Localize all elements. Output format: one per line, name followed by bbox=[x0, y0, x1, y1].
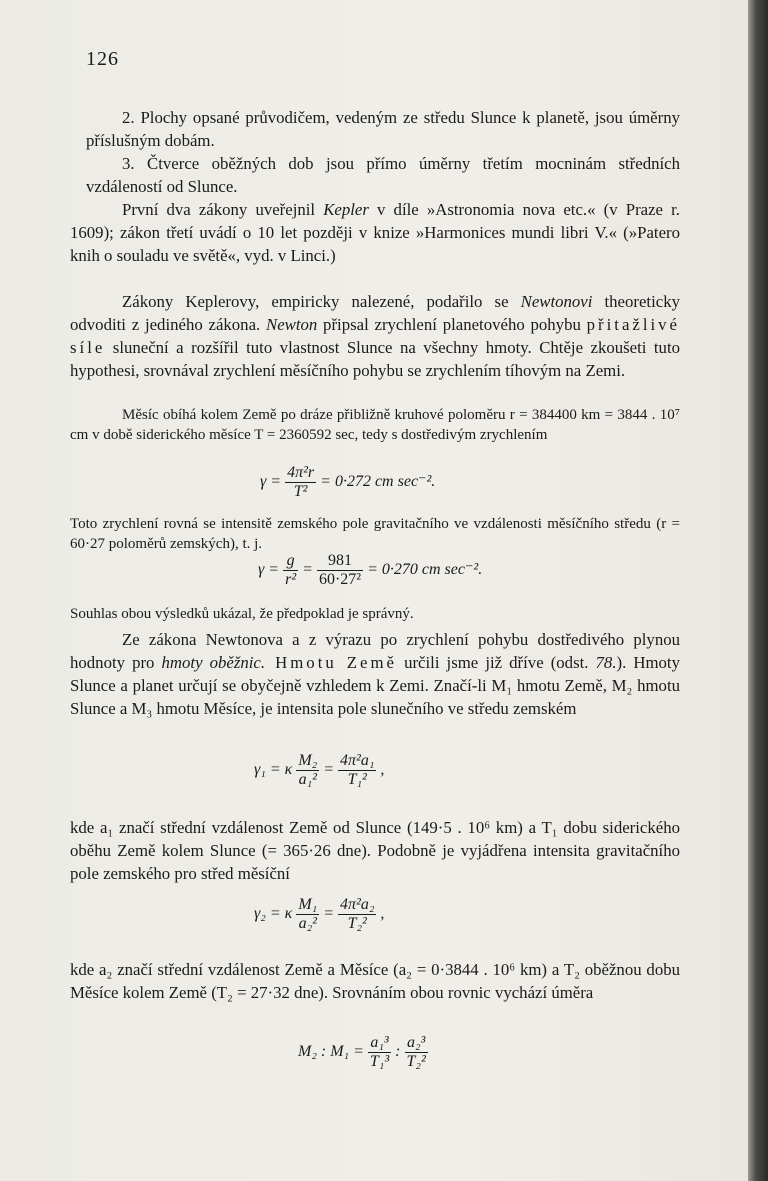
eq2-den2: 60·27² bbox=[318, 571, 362, 588]
equation-5 bbox=[298, 1034, 428, 1071]
eq4-fraction-1 bbox=[296, 896, 319, 933]
eq4-den2: T₂² bbox=[347, 915, 367, 932]
eq2-rhs: = 0·270 cm sec⁻². bbox=[367, 561, 483, 579]
eq5-num1: a₁³ bbox=[368, 1034, 391, 1053]
law-item-2: 2. Plochy opsané průvodičem, vedeným ze středu Slunce k planetě, jsou úměrny příslušným dobám. bbox=[86, 108, 680, 150]
kepler-text-b: v díle »Astronomia nova etc.« (v Praze r. 1609); zákon třetí uvádí o 10 let později v knize »Harmonices mundi libri V.« (»Patero knih o souladu ve světě«, vyd. v Linci.) bbox=[70, 200, 680, 265]
eq3-den1: a₁² bbox=[298, 771, 317, 788]
eq4-lhs: γ₂ = κ bbox=[254, 905, 293, 923]
eq4-eq: = bbox=[323, 905, 335, 923]
page-edge-shadow bbox=[748, 0, 768, 1181]
eq3-fraction-2 bbox=[338, 752, 376, 789]
newton-text-c: připsal zrychlení planetového pohybu bbox=[317, 315, 587, 334]
newton-text-a: Zákony Keplerovy, empiricky nalezené, podařilo se bbox=[122, 292, 521, 311]
mass-italic-1: hmoty oběžnic. bbox=[161, 653, 266, 672]
eq1-rhs: = 0·272 cm sec⁻². bbox=[320, 473, 436, 491]
mass-text-a: Ze zákona Newtonova a z výrazu po zrychlení pohybu dostředivého plynou hodnoty pro bbox=[70, 630, 680, 672]
newton-name-2: Newton bbox=[266, 315, 318, 334]
eq2-fraction-2 bbox=[317, 552, 363, 589]
mass-spaced: Hmotu Země bbox=[265, 653, 398, 672]
eq2-eq: = bbox=[302, 561, 313, 579]
eq5-fraction-1 bbox=[368, 1034, 391, 1071]
eq4-fraction-2 bbox=[338, 896, 376, 933]
mass-text-b: určili jsme již dříve (odst. bbox=[397, 653, 596, 672]
equation-4 bbox=[254, 896, 384, 933]
eq3-eq: = bbox=[323, 761, 335, 779]
newton-name-1: Newtonovi bbox=[520, 292, 593, 311]
eq4-num2: 4π²a₂ bbox=[340, 896, 375, 913]
eq4-den1: a₂² bbox=[298, 915, 317, 932]
eq3-fraction-1 bbox=[296, 752, 319, 789]
page-number: 126 bbox=[86, 48, 119, 70]
small-text-field: Toto zrychlení rovná se intensitě zemského pole gravitačního ve vzdálenosti měsíčního středu (r = 60·27 poloměrů zemských), t. j. bbox=[70, 516, 680, 552]
eq5-fraction-2 bbox=[405, 1034, 428, 1071]
paragraph-a1: kde a₁ značí střední vzdálenost Země od Slunce (149·5 . 10⁶ km) a T₁ dobu siderického oběhu Země kolem Slunce (= 365·26 dne). Podobně je vyjádřena intensita gravitačního pole zemského pro střed měsíční bbox=[70, 818, 680, 883]
eq3-rhs: , bbox=[380, 761, 385, 779]
eq2-num2: 981 bbox=[317, 552, 363, 571]
eq2-den1: r² bbox=[285, 571, 297, 588]
eq3-den2: T₁² bbox=[347, 771, 367, 788]
eq3-num2: 4π²a₁ bbox=[340, 752, 375, 769]
eq2-fraction-1 bbox=[283, 552, 298, 589]
equation-1 bbox=[260, 464, 435, 501]
newton-text-b: theoreticky odvoditi z jediného zákona. bbox=[70, 292, 680, 334]
eq5-den2: T₂² bbox=[406, 1053, 426, 1070]
eq1-num: 4π²r bbox=[287, 464, 315, 481]
eq4-rhs: , bbox=[380, 905, 385, 923]
equation-2 bbox=[258, 552, 482, 589]
equation-3 bbox=[254, 752, 384, 789]
eq1-den: T² bbox=[293, 483, 308, 500]
paragraph-a2: kde a₂ značí střední vzdálenost Země a Měsíce (a₂ = 0·3844 . 10⁶ km) a T₂ oběžnou dobu Měsíce kolem Země (T₂ = 27·32 dne). Srovnáním obou rovnic vychází úměra bbox=[70, 960, 680, 1002]
eq1-fraction bbox=[285, 464, 316, 501]
paragraph-newton bbox=[70, 290, 680, 382]
small-text-moon: Měsíc obíhá kolem Země po dráze přibližně kruhové poloměru r = 384400 km = 3844 . 10⁷ cm v době siderického měsíce T = 2360592 sec, tedy s dostředivým zrychlením bbox=[70, 407, 680, 443]
eq3-num1: M₂ bbox=[298, 752, 318, 769]
paragraph-masses bbox=[70, 628, 680, 720]
eq5-colon: : bbox=[395, 1043, 401, 1061]
eq5-num2: a₂³ bbox=[405, 1034, 428, 1053]
kepler-name: Kepler bbox=[323, 200, 369, 219]
eq2-lhs: γ = bbox=[258, 561, 280, 579]
eq5-den1: T₁³ bbox=[369, 1053, 390, 1070]
mass-text-c: ). Hmoty Slunce a planet určují se obyčejně vzhledem k Zemi. Značí-li M₁ hmotu Země, M₂ hmotu Slunce a M₃ hmotu Měsíce, je intensita pole slunečního ve středu zemském bbox=[70, 653, 680, 718]
mass-italic-2: 78. bbox=[595, 653, 617, 672]
eq5-lhs: M₂ : M₁ = bbox=[298, 1043, 364, 1061]
eq4-num1: M₁ bbox=[298, 896, 318, 913]
law-item-3: 3. Čtverce oběžných dob jsou přímo úměrny třetím mocninám středních vzdáleností od Slunce. bbox=[86, 154, 680, 196]
eq2-num1: g bbox=[283, 552, 298, 571]
eq1-lhs: γ = bbox=[260, 473, 282, 491]
small-text-agreement: Souhlas obou výsledků ukázal, že předpoklad je správný. bbox=[70, 606, 414, 622]
kepler-text-a: První dva zákony uveřejnil bbox=[122, 200, 324, 219]
newton-text-d: sluneční a rozšířil tuto vlastnost Slunce na všechny hmoty. Chtěje zkoušeti tuto hypothesi, srovnával zrychlení měsíčního pohybu se zrychlením tíhovým na Zemi. bbox=[70, 338, 680, 380]
paragraph-kepler bbox=[70, 198, 680, 267]
newton-spaced: přitažlivé síle bbox=[70, 315, 681, 357]
eq3-lhs: γ₁ = κ bbox=[254, 761, 293, 779]
